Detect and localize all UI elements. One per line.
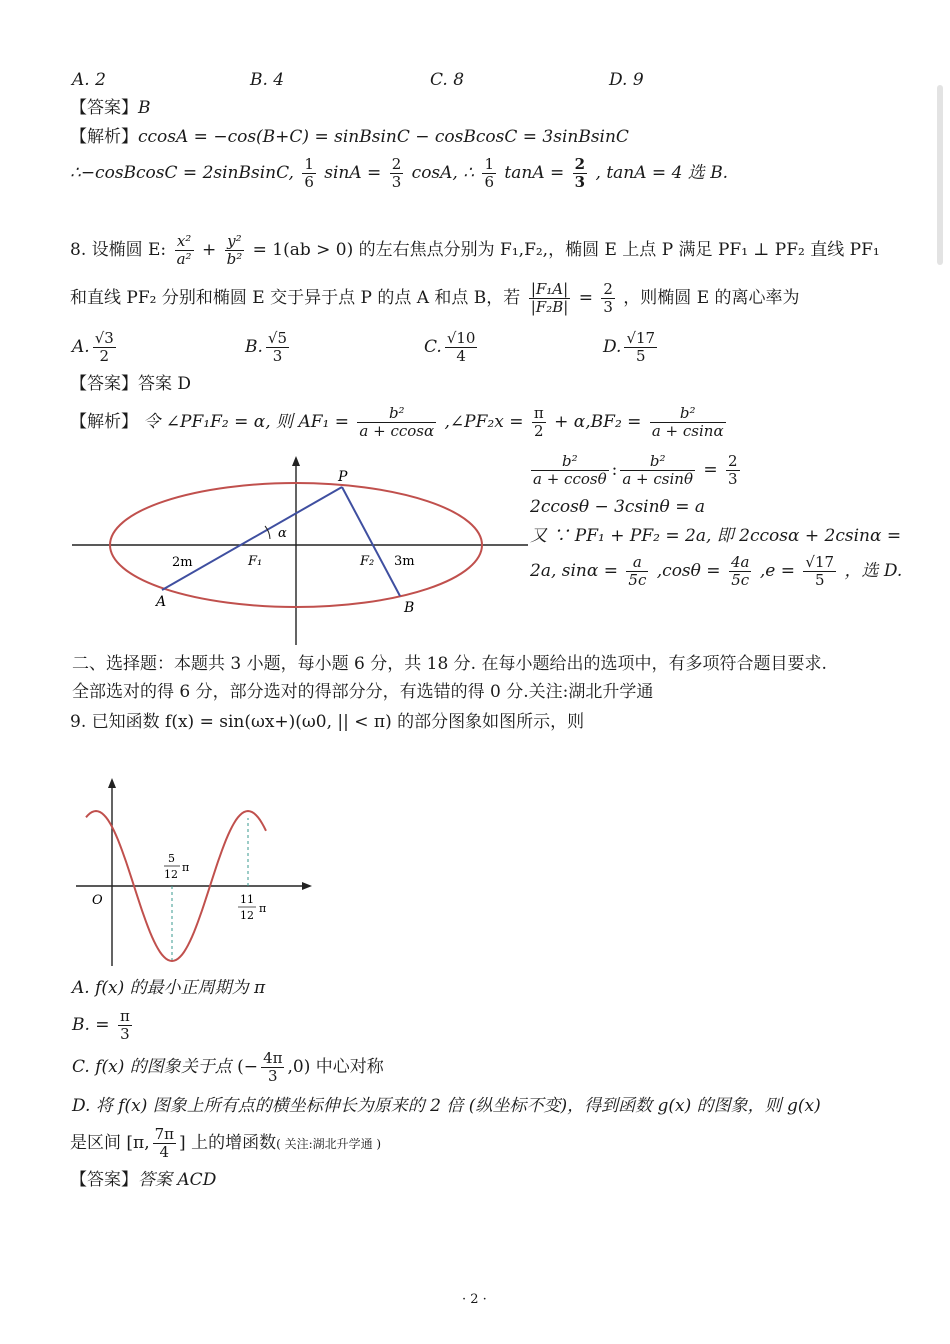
answer-value: B	[138, 98, 151, 118]
q8-answer	[70, 372, 191, 396]
q9-option-d-line2	[70, 1124, 381, 1163]
section2-line2: 全部选对的得 6 分，部分选对的得部分分，有选错的得 0 分.关注:湖北升学通	[72, 682, 654, 702]
answer-tag: 【答案】	[70, 1170, 138, 1190]
fraction: $\frac{\text{b²}}{a + csin\alpha}$	[651, 404, 724, 440]
q8-stem-line2	[70, 280, 800, 316]
stem-text: 8. 设椭圆 E:	[70, 240, 167, 260]
fraction: $\frac{1}{6}$	[304, 155, 314, 191]
q8-analysis-line4: 又 ∵ PF₁ + PF₂ = 2a, 即 2ccosα + 2csinα =	[530, 526, 902, 546]
q9-answer	[70, 1168, 216, 1192]
formula-part: ,cosθ =	[656, 561, 721, 581]
q9-option-b	[72, 1006, 135, 1044]
option-text: (−	[237, 1057, 259, 1077]
tick-5-num: 5	[168, 852, 175, 865]
formula-part: , tanA = 4 选 B.	[595, 163, 729, 183]
q8-analysis-line2	[528, 450, 743, 490]
analysis-tag: 【解析】	[70, 412, 138, 432]
stem-text: +	[201, 240, 217, 260]
q8-analysis-line3: 2ccosθ − 3csinθ = a	[530, 497, 705, 517]
fraction: $\frac{4\pi}{3}$	[263, 1049, 283, 1085]
q8-analysis-line5	[530, 552, 902, 590]
formula-part: tanA =	[504, 163, 565, 183]
formula-part: ,e =	[759, 561, 795, 581]
q7-analysis-line2	[70, 156, 728, 191]
q7-option-d: D. 9	[609, 70, 644, 90]
formula-part: ,∠PF₂x =	[444, 412, 524, 432]
q8-option-c: C. $\frac{√10}{4}$	[424, 329, 476, 365]
tick-11-den: 12	[240, 909, 254, 922]
origin-label: O	[92, 893, 103, 908]
tick-5-pi: π	[182, 861, 190, 874]
option-text: B. =	[72, 1015, 110, 1035]
answer-tag: 【答案】	[70, 374, 138, 394]
answer-value: 答案 ACD	[138, 1170, 217, 1190]
fraction: $\frac{\pi}{3}$	[119, 1007, 130, 1043]
stem-text: ，则椭圆 E 的离心率为	[623, 288, 800, 308]
fraction: $\frac{\pi}{2}$	[533, 404, 544, 440]
label-A: A	[156, 594, 167, 610]
q9-option-c	[72, 1048, 384, 1086]
fraction: $\frac{√17}{5}$	[626, 329, 656, 365]
fraction: $\frac{7\pi}{4}$	[154, 1125, 175, 1161]
fraction: $\frac{a}{5c}$	[628, 553, 647, 589]
fraction: $\frac{\text{x²}}{\text{a²}}$	[176, 232, 192, 268]
formula-part: cosA, ∴	[411, 163, 475, 183]
fraction: $\frac{2}{3}$	[728, 452, 738, 488]
stem-text: 和直线 PF₂ 分别和椭圆 E 交于异于点 P 的点 A 和点 B，若	[70, 288, 521, 308]
formula-part: + α,BF₂ =	[554, 412, 642, 432]
fraction: $\frac{√10}{4}$	[446, 329, 476, 365]
formula-part: sinA =	[324, 163, 382, 183]
q8-option-d: D. $\frac{√17}{5}$	[603, 329, 656, 365]
q7-option-b: B. 4	[250, 70, 285, 90]
formula-part: 令 ∠PF₁F₂ = α, 则 AF₁ =	[143, 412, 349, 432]
fraction: $\frac{√17}{5}$	[805, 553, 835, 589]
page-number: · 2 ·	[462, 1292, 487, 1307]
fraction: $\frac{2}{3}$	[603, 280, 613, 316]
sine-figure	[72, 770, 322, 970]
q9-option-a: A. f(x) 的最小正周期为 π	[72, 978, 266, 998]
option-text: [π,	[126, 1133, 150, 1153]
q8-analysis-line1	[70, 404, 729, 440]
option-text: C. f(x) 的图象关于点	[72, 1057, 232, 1077]
stem-text: = 1(ab > 0) 的左右焦点分别为 F₁,F₂,，椭圆 E 上点 P 满足 PF₁ ⊥ PF₂ 直线 PF₁	[252, 240, 880, 260]
tick-5-den: 12	[164, 868, 178, 881]
option-text: 上的增函数	[191, 1133, 277, 1153]
fraction: $\frac{√3}{2}$	[94, 329, 114, 365]
analysis-tag: 【解析】	[70, 127, 138, 147]
analysis-formula: ccosA = −cos(B+C) = sinBsinC − cosBcosC = 3sinBsinC	[138, 127, 629, 147]
fraction: $\frac{\text{|F₁A|}}{\text{|F₂B|}}$	[530, 280, 569, 316]
option-note: ( 关注:湖北升学通 )	[276, 1137, 382, 1151]
scrollbar[interactable]	[937, 85, 943, 265]
q8-option-b: B. $\frac{√5}{3}$	[245, 329, 288, 365]
label-alpha: α	[278, 526, 287, 541]
fraction: $\frac{\text{b²}}{a + csin\theta}$	[622, 452, 693, 488]
fraction: $\frac{1}{6}$	[484, 155, 495, 191]
label-F2: F₂	[360, 554, 375, 569]
fraction: $\frac{2}{3}$	[391, 155, 402, 191]
answer-tag: 【答案】	[70, 98, 138, 118]
y-axis-arrow	[292, 456, 300, 466]
tick-11-num: 11	[240, 893, 254, 906]
stem-text: =	[578, 288, 593, 308]
q9-stem: 9. 已知函数 f(x) = sin(ωx+)(ω0, || < π) 的部分图象如图所示，则	[70, 712, 585, 732]
q8-stem-line1	[70, 232, 880, 268]
section2-line1: 二、选择题：本题共 3 小题，每小题 6 分，共 18 分. 在每小题给出的选项中，有多项符合题目要求.	[72, 654, 827, 674]
fraction: $\frac{√5}{3}$	[267, 329, 288, 365]
label-B: B	[404, 600, 415, 616]
q7-option-c: C. 8	[430, 70, 465, 90]
option-text: 中心对称	[315, 1057, 384, 1077]
fraction: $\frac{4a}{5c}$	[730, 553, 750, 589]
y-axis-arrow	[108, 778, 116, 788]
fraction: $\frac{2}{3}$	[574, 155, 586, 191]
q7-answer	[70, 96, 151, 120]
q9-option-d-line1: D. 将 f(x) 图象上所有点的横坐标伸长为原来的 2 倍 (纵坐标不变)，得到函数 g(x) 的图象，则 g(x)	[72, 1096, 821, 1116]
label-3m: 3m	[394, 554, 415, 569]
fraction: $\frac{\text{b²}}{a + ccos\theta}$	[533, 452, 607, 488]
formula-part: =	[703, 460, 718, 480]
label-P: P	[338, 469, 348, 485]
label-F1: F₁	[248, 554, 263, 569]
x-axis-arrow	[302, 882, 312, 890]
ellipse-figure	[72, 450, 528, 650]
option-text: ,0)	[287, 1057, 311, 1077]
formula-part: ∴−cosBcosC = 2sinBsinC,	[70, 163, 294, 183]
line-pf1-a	[162, 487, 342, 590]
option-text: ]	[179, 1133, 186, 1153]
option-text: 是区间	[70, 1133, 121, 1153]
formula-part: ，选 D.	[844, 561, 903, 581]
line-pf2-b	[342, 487, 400, 596]
fraction: $\frac{\text{b²}}{a + ccos\alpha}$	[359, 404, 435, 440]
tick-11-pi: π	[259, 902, 267, 915]
formula-part: :	[611, 460, 618, 480]
q7-option-a: A. 2	[72, 70, 106, 90]
formula-part: 2a, sinα =	[530, 561, 618, 581]
fraction: $\frac{\text{y²}}{\text{b²}}$	[226, 232, 243, 268]
q7-analysis-line1	[70, 125, 629, 149]
answer-value: 答案 D	[138, 374, 192, 394]
q8-option-a: A. $\frac{√3}{2}$	[72, 329, 114, 365]
label-2m: 2m	[172, 555, 193, 570]
